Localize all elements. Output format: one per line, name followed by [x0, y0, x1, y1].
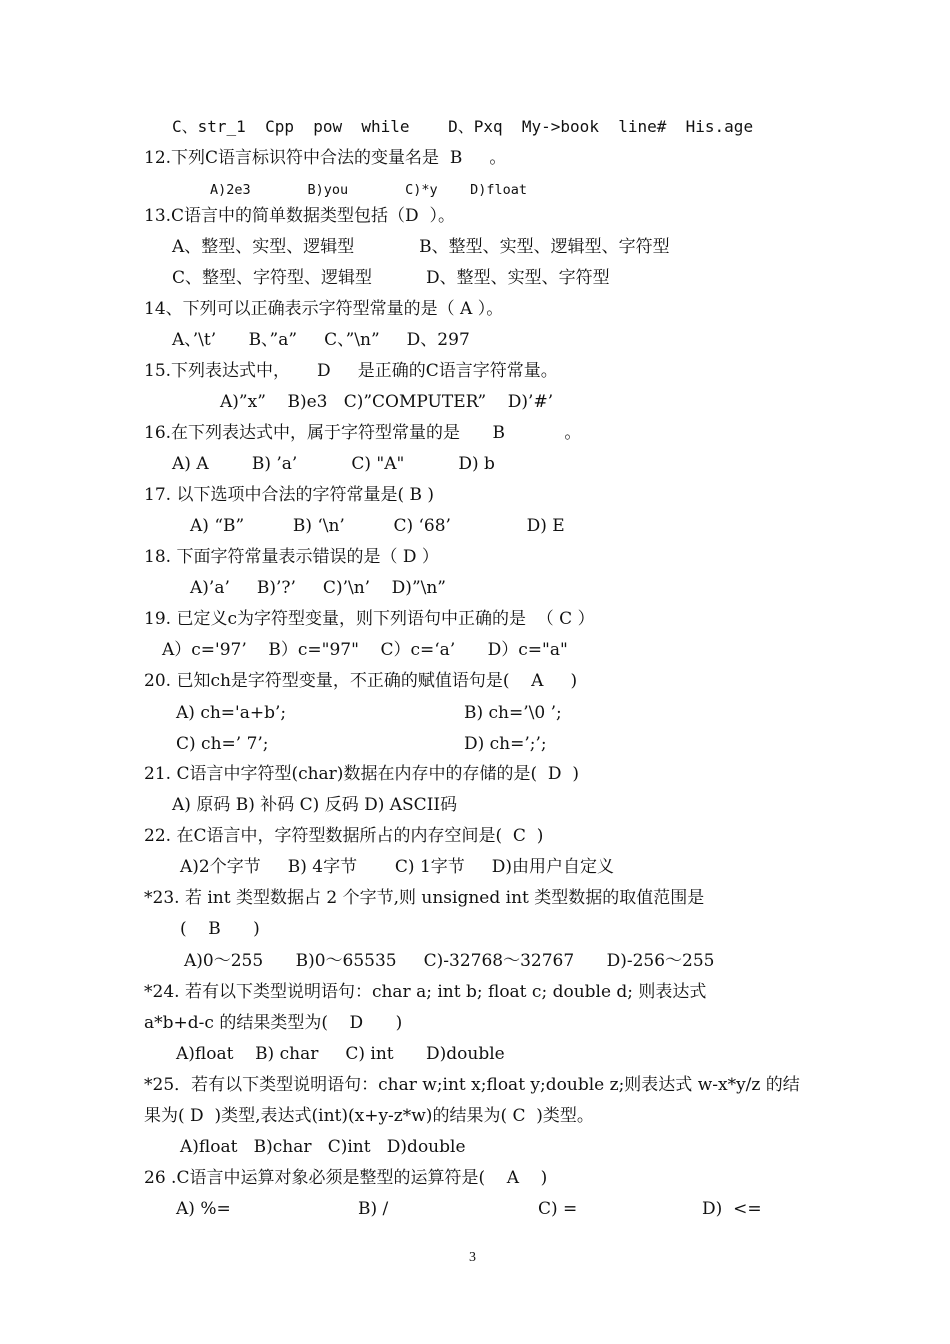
page-number: 3 — [469, 1250, 476, 1265]
options-23: A)0～255 B)0～65535 C)-32768～32767 D)-256～255 — [184, 951, 715, 971]
question-24: *24. 若有以下类型说明语句：char a; int b; float c; double d; 则表达式 — [144, 982, 707, 1002]
answer-23: ( B ) — [180, 919, 260, 939]
question-14: 14、下列可以正确表示字符型常量的是（ A ）。 — [144, 299, 504, 319]
question-18: 18. 下面字符常量表示错误的是（ D ） — [144, 547, 439, 567]
options-25: A)float B)char C)int D)double — [180, 1137, 466, 1157]
question-23: *23. 若 int 类型数据占 2 个字节,则 unsigned int 类型数据的取值范围是 — [144, 888, 705, 908]
question-26: 26 .C语言中运算对象必须是整型的运算符是( A ) — [144, 1168, 548, 1188]
option-26-d: D) <= — [702, 1199, 762, 1219]
options-22: A)2个字节 B) 4字节 C) 1字节 D)由用户自定义 — [180, 857, 615, 877]
text-line: C、str_1 Cpp pow while D、Pxq My->book line# His.age — [172, 117, 754, 136]
option-26-b: B) / — [358, 1199, 389, 1219]
question-15: 15.下列表达式中， D 是正确的C语言字符常量。 — [144, 361, 558, 381]
question-19: 19. 已定义c为字符型变量，则下列语句中正确的是 （ C ） — [144, 609, 595, 629]
question-17: 17. 以下选项中合法的字符常量是( B ) — [144, 485, 435, 505]
question-25: *25．若有以下类型说明语句：char w;int x;float y;double z;则表达式 w-x*y/z 的结 — [144, 1075, 800, 1095]
question-25-cont: 果为( D )类型,表达式(int)(x+y-z*w)的结果为( C )类型。 — [144, 1106, 594, 1126]
options-14: A、’\t’ B、”a” C、”\n” D、297 — [172, 330, 470, 350]
option-26-a: A) %= — [176, 1199, 231, 1219]
option-20-d: D) ch=’;’; — [464, 734, 547, 754]
options-18: A)’a’ B)’?’ C)’\n’ D)”\n” — [190, 578, 446, 598]
options-13-ab: A、整型、实型、逻辑型 B、整型、实型、逻辑型、字符型 — [172, 237, 670, 257]
options-17: A) “B” B) ‘\n’ C) ‘68’ D) E — [190, 516, 565, 536]
options-21: A) 原码 B) 补码 C) 反码 D) ASCII码 — [172, 795, 458, 815]
question-13: 13.C语言中的简单数据类型包括（D ）。 — [144, 206, 455, 226]
options-19: A）c='97’ B）c="97" C）c=‘a’ D）c="a" — [162, 640, 568, 660]
option-20-a: A) ch='a+b’; — [176, 703, 287, 723]
option-26-c: C) = — [538, 1199, 578, 1219]
option-20-c: C) ch=’ 7’; — [176, 734, 269, 754]
question-16: 16.在下列表达式中，属于字符型常量的是 B 。 — [144, 423, 582, 443]
option-20-b: B) ch=’\0 ’; — [464, 703, 562, 723]
question-20: 20. 已知ch是字符型变量，不正确的赋值语句是( A ) — [144, 671, 578, 691]
question-21: 21. C语言中字符型(char)数据在内存中的存储的是( D ) — [144, 764, 579, 784]
question-12: 12.下列C语言标识符中合法的变量名是 B 。 — [144, 148, 507, 168]
options-13-cd: C、整型、字符型、逻辑型 D、整型、实型、字符型 — [172, 268, 610, 288]
options-24: A)float B) char C) int D)double — [176, 1044, 505, 1064]
options-15: A)”x” B)e3 C)”COMPUTER” D)’#’ — [220, 392, 554, 412]
options-12: A)2e3 B)you C)*y D)float — [210, 182, 527, 198]
options-16: A) A B) ’a’ C) "A" D) b — [172, 454, 495, 474]
question-24-cont: a*b+d-c 的结果类型为( D ) — [144, 1013, 403, 1033]
question-22: 22. 在C语言中，字符型数据所占的内存空间是( C ) — [144, 826, 544, 846]
